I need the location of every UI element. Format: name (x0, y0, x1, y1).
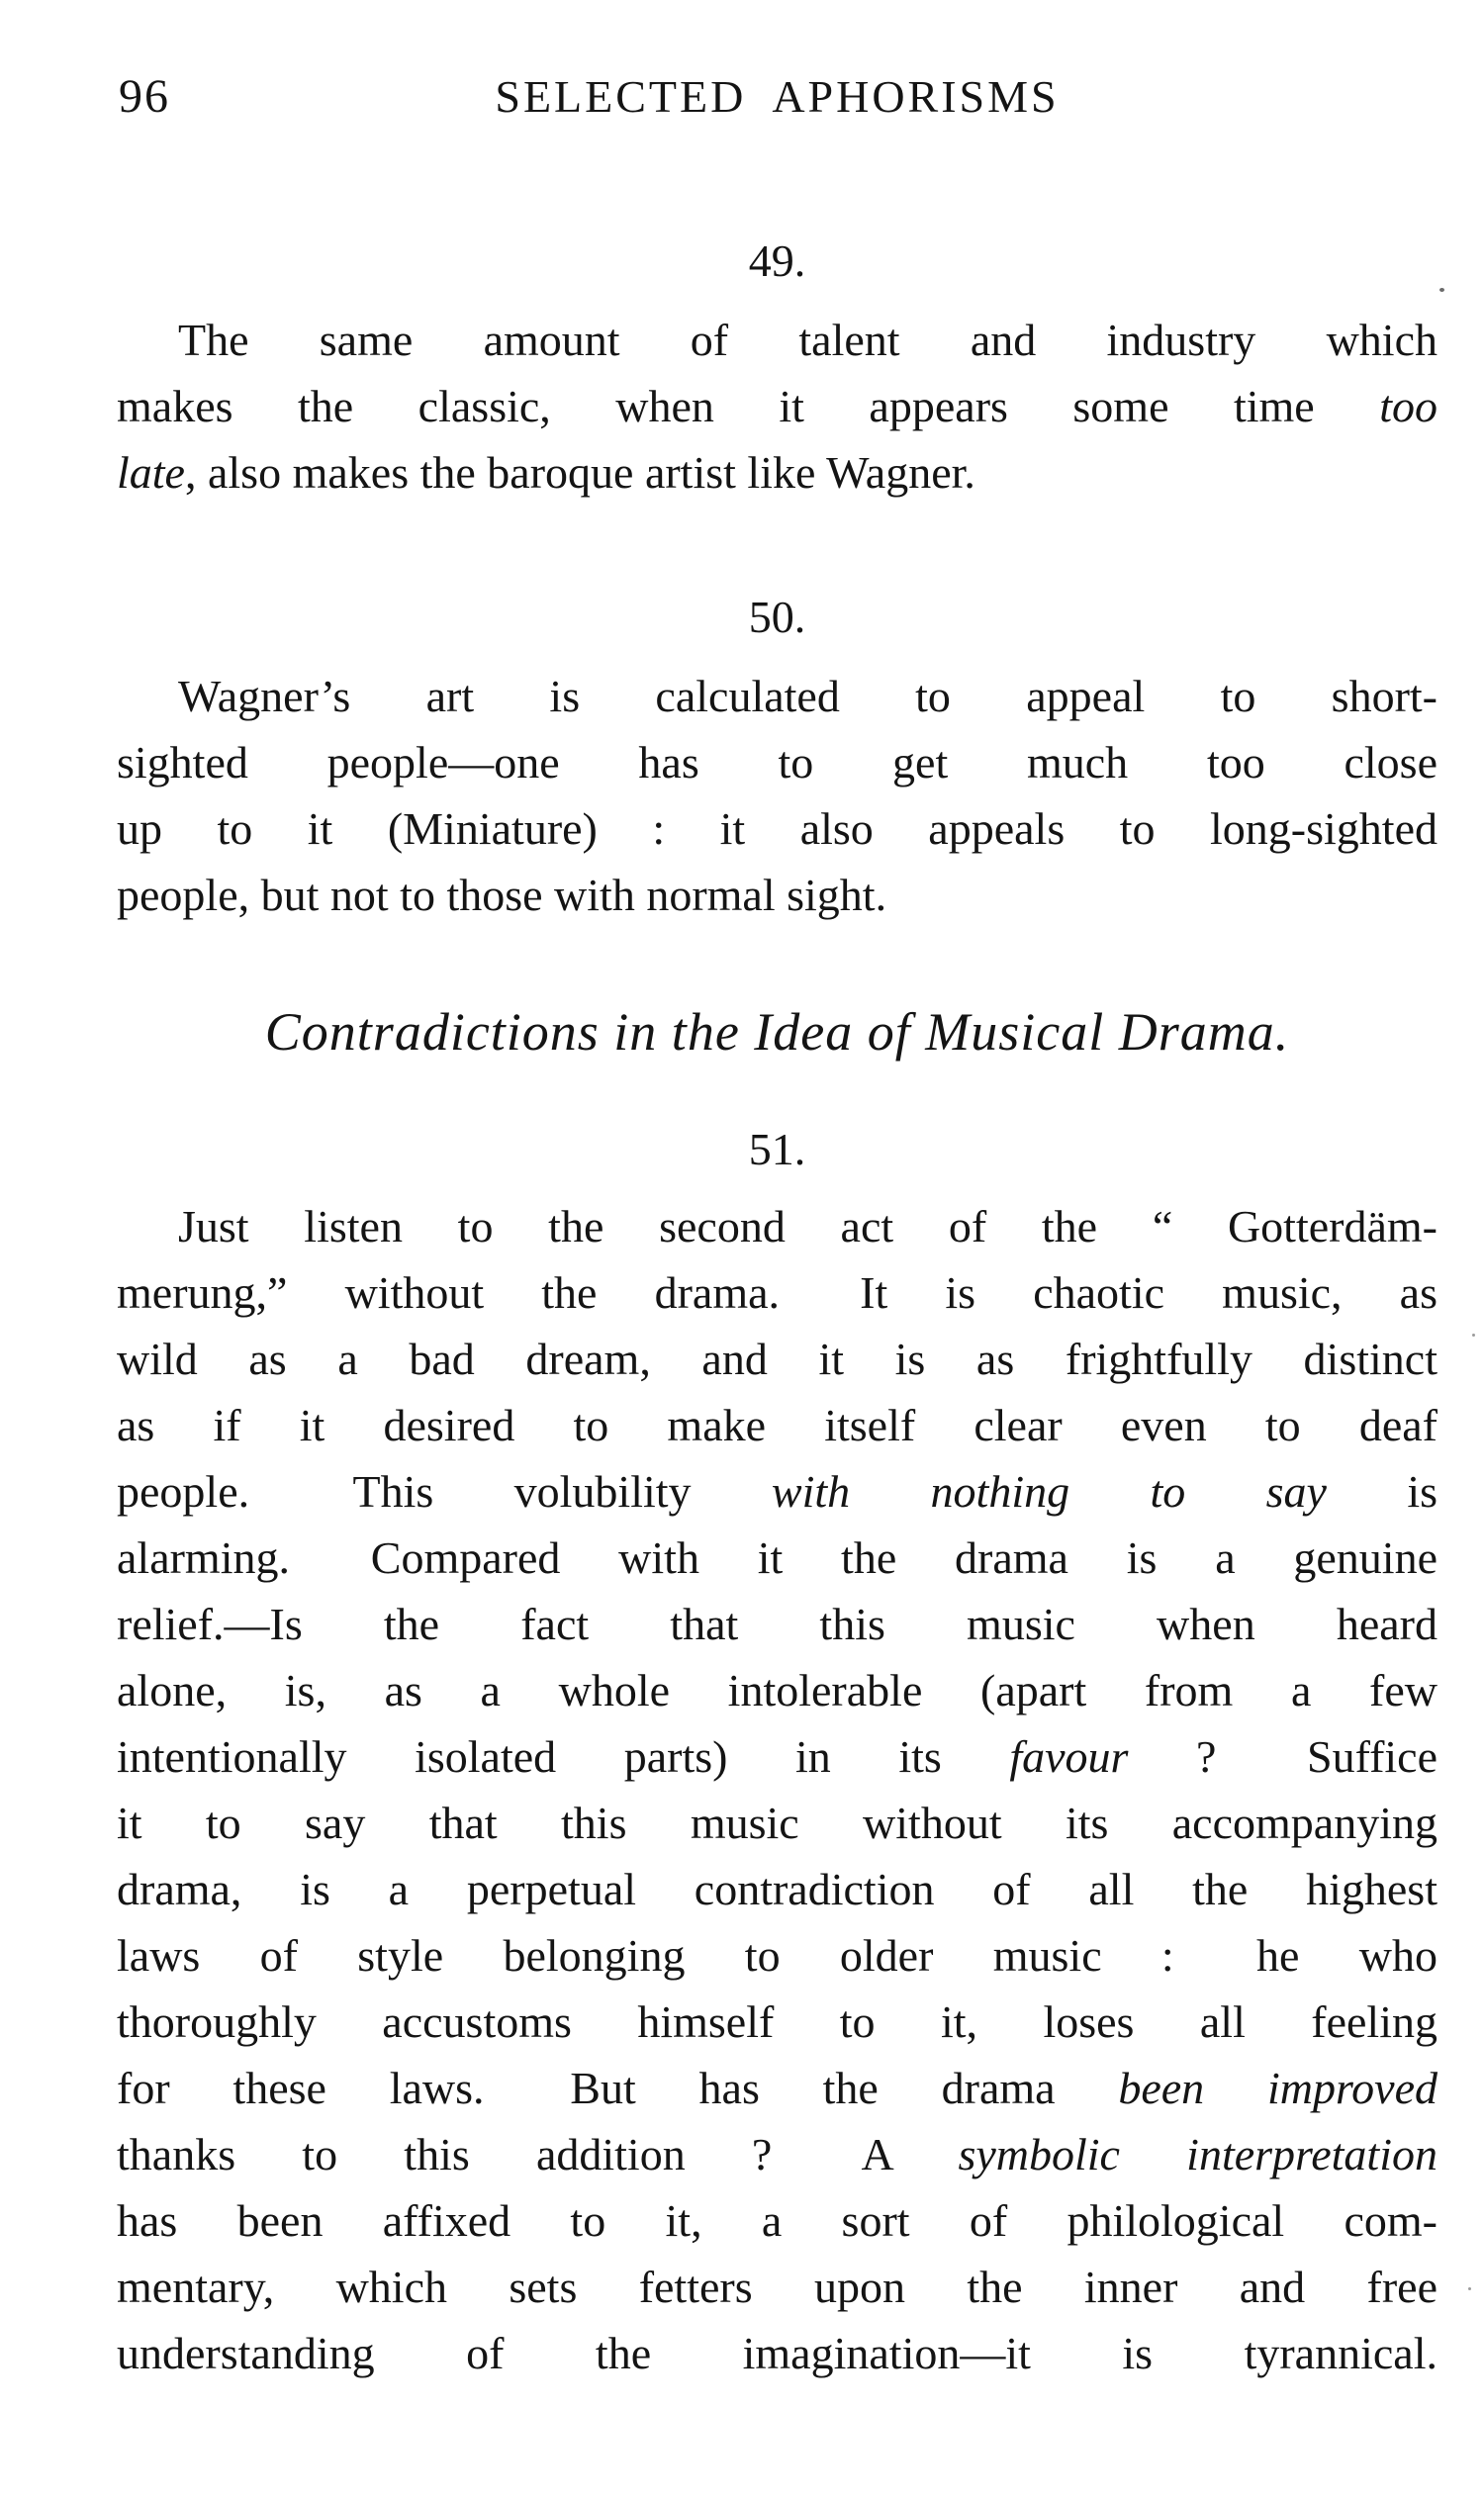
text-run: people, but not to those with normal sight. (117, 870, 887, 920)
italic-text-run: been improved (1118, 2063, 1438, 2113)
italic-text-run: favour (1009, 1731, 1129, 1782)
text-line (117, 2254, 1438, 2320)
text-run: is (1326, 1466, 1438, 1517)
text-run: mentary, which sets fetters upon the inner and free (117, 2262, 1438, 2312)
text-run: intentionally isolated parts) in its (117, 1731, 1010, 1782)
text-line (117, 663, 1438, 729)
text-line (117, 795, 1438, 862)
text-run: thanks to this addition ? A (117, 2129, 959, 2179)
aphorism-number: 51. (748, 1124, 806, 1174)
italic-text-run: late (117, 447, 185, 498)
page-number: 96 (119, 70, 170, 123)
text-run: alarming. Compared with it the drama is a genuine (117, 1532, 1438, 1583)
text-line (117, 2055, 1438, 2121)
text-line (117, 307, 1438, 373)
italic-text-run: symbolic interpretation (958, 2129, 1438, 2179)
text-line (117, 373, 1438, 439)
text-run: wild as a bad dream, and it is as frightfully distinct (117, 1334, 1438, 1384)
text-line (117, 1856, 1438, 1922)
text-line (117, 1657, 1438, 1723)
text-run: for these laws. But has the drama (117, 2063, 1119, 2113)
text-line (117, 1723, 1438, 1790)
text-run: alone, is, as a whole intolerable (apart from a few (117, 1665, 1438, 1715)
italic-text-run: with nothing to say (771, 1466, 1327, 1517)
text-run: up to it (Miniature) : it also appeals to long-sighted (117, 803, 1438, 854)
text-line (117, 1193, 1438, 1259)
text-line (117, 439, 1438, 506)
text-line (117, 1922, 1438, 1989)
aphorism-paragraph (117, 1193, 1438, 2386)
text-run: understanding of the imagination—it is tyrannical. (117, 2328, 1438, 2378)
text-run: laws of style belonging to older music : he who (117, 1930, 1438, 1981)
text-line (117, 1989, 1438, 2055)
text-run: sighted people—one has to get much too close (117, 737, 1438, 787)
text-line (117, 1259, 1438, 1326)
section-subheading: Contradictions in the Idea of Musical Drama. (264, 1002, 1290, 1062)
text-line (117, 1525, 1438, 1591)
text-line (117, 1326, 1438, 1392)
text-run: The same amount of talent and industry which (178, 315, 1438, 365)
aphorism-number: 49. (748, 235, 806, 286)
text-run: Wagner’s art is calculated to appeal to short- (178, 671, 1438, 721)
italic-text-run: too (1379, 381, 1438, 431)
text-line (117, 1790, 1438, 1856)
text-run: , also makes the baroque artist like Wagner. (184, 447, 975, 498)
text-run: has been affixed to it, a sort of philological com- (117, 2195, 1438, 2246)
text-line (117, 862, 1438, 928)
text-line (117, 1392, 1438, 1458)
text-line (117, 2121, 1438, 2187)
text-run: ? Suffice (1128, 1731, 1438, 1782)
aphorism-paragraph (117, 663, 1438, 928)
text-line (117, 1458, 1438, 1525)
text-run: merung,” without the drama. It is chaotic music, as (117, 1267, 1438, 1318)
page-header (117, 63, 1438, 130)
aphorism-number: 50. (748, 592, 806, 642)
text-line (117, 1591, 1438, 1657)
text-column (117, 0, 1438, 2386)
scan-speck (1439, 288, 1444, 292)
text-line (117, 2187, 1438, 2254)
text-run: people. This volubility (117, 1466, 772, 1517)
text-run: as if it desired to make itself clear even to deaf (117, 1400, 1438, 1450)
running-header-title: SELECTED APHORISMS (495, 71, 1060, 122)
scan-speck (1468, 2287, 1471, 2290)
text-line (117, 729, 1438, 795)
aphorism-paragraph (117, 307, 1438, 506)
text-run: makes the classic, when it appears some time (117, 381, 1380, 431)
text-run: it to say that this music without its accompanying (117, 1798, 1438, 1848)
text-run: relief.—Is the fact that this music when heard (117, 1599, 1438, 1649)
text-run: Just listen to the second act of the “ Gotterdäm- (178, 1201, 1438, 1251)
text-run: thoroughly accustoms himself to it, loses all feeling (117, 1996, 1438, 2047)
scan-speck (1472, 1334, 1475, 1337)
content-blocks (117, 228, 1438, 2386)
text-line (117, 2320, 1438, 2386)
text-run: drama, is a perpetual contradiction of all the highest (117, 1864, 1438, 1914)
